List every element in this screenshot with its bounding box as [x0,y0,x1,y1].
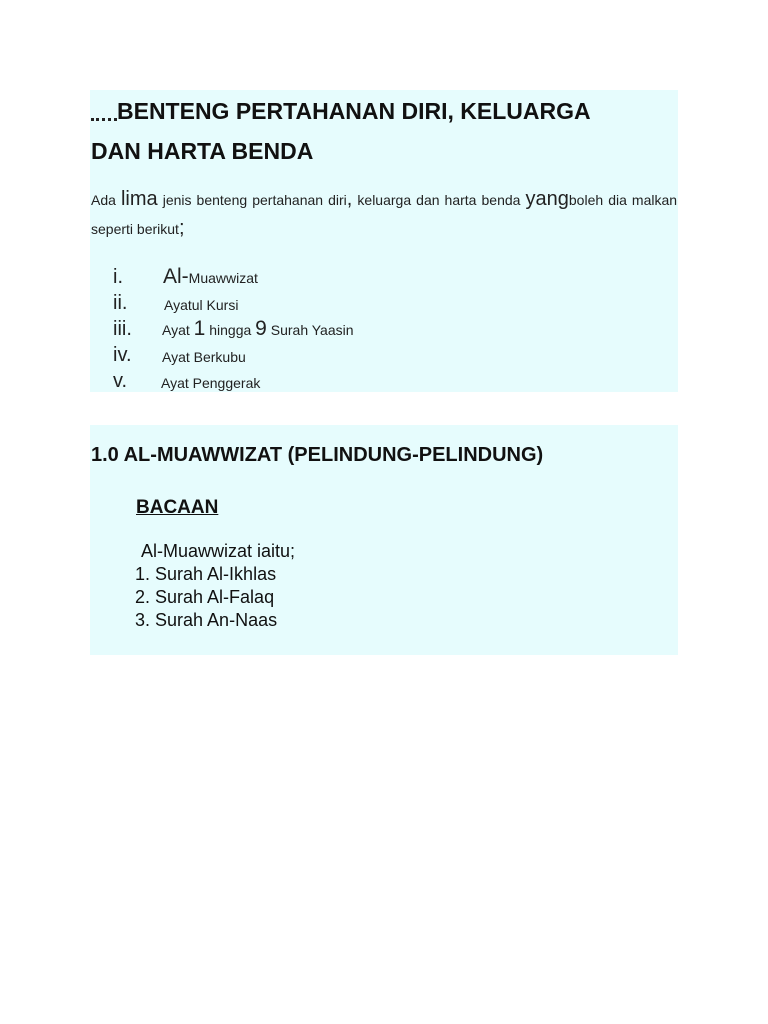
reading-list [135,540,295,632]
list-numeral: iii. [113,318,132,340]
list-item-text [162,316,354,343]
list-item-text [163,264,258,291]
section-subheading: BACAAN [136,497,219,518]
title-line-2: DAN HARTA BENDA [91,138,314,164]
list-numeral: ii. [113,292,128,314]
intro-text: Ada [91,192,116,208]
list-numeral: i. [113,266,123,288]
reading-item: 2. Surah Al-Falaq [135,587,275,607]
intro-text: boleh dia malkan seperti berikut [91,192,678,237]
section-heading: 1.0 AL-MUAWWIZAT (PELINDUNG-PELINDUNG) [91,444,544,466]
intro-paragraph [91,185,677,243]
list-text-large: 9 [255,317,267,340]
list-text: hingga [205,322,256,338]
list-text: Muawwizat [188,270,258,286]
intro-comma: , [346,188,353,210]
list-numeral: iv. [113,344,132,366]
list-text: Surah Yaasin [266,322,354,338]
list-item-text: Ayat Berkubu [162,349,246,365]
reading-item: 3. Surah An-Naas [135,610,278,630]
intro-semicolon: ; [178,217,185,239]
intro-text: keluarga dan harta benda [357,192,521,208]
list-text-large: Al- [163,265,189,288]
reading-lead: Al-Muawwizat iaitu; [141,541,296,561]
page-title [91,91,676,171]
intro-text-large: lima [120,188,158,210]
list-item-text: Ayat Penggerak [161,375,261,391]
intro-text: jenis benteng pertahanan diri [162,192,347,208]
title-line-1: BENTENG PERTAHANAN DIRI, KELUARGA [117,98,591,124]
list-text-large: 1 [193,317,206,340]
anchor-marker-icon [91,113,117,121]
list-item-text: Ayatul Kursi [164,297,239,313]
intro-text-large: yang [525,188,569,210]
list-numeral: v. [113,370,128,392]
list-text: Ayat [162,322,194,338]
reading-item: 1. Surah Al-Ikhlas [135,564,277,584]
